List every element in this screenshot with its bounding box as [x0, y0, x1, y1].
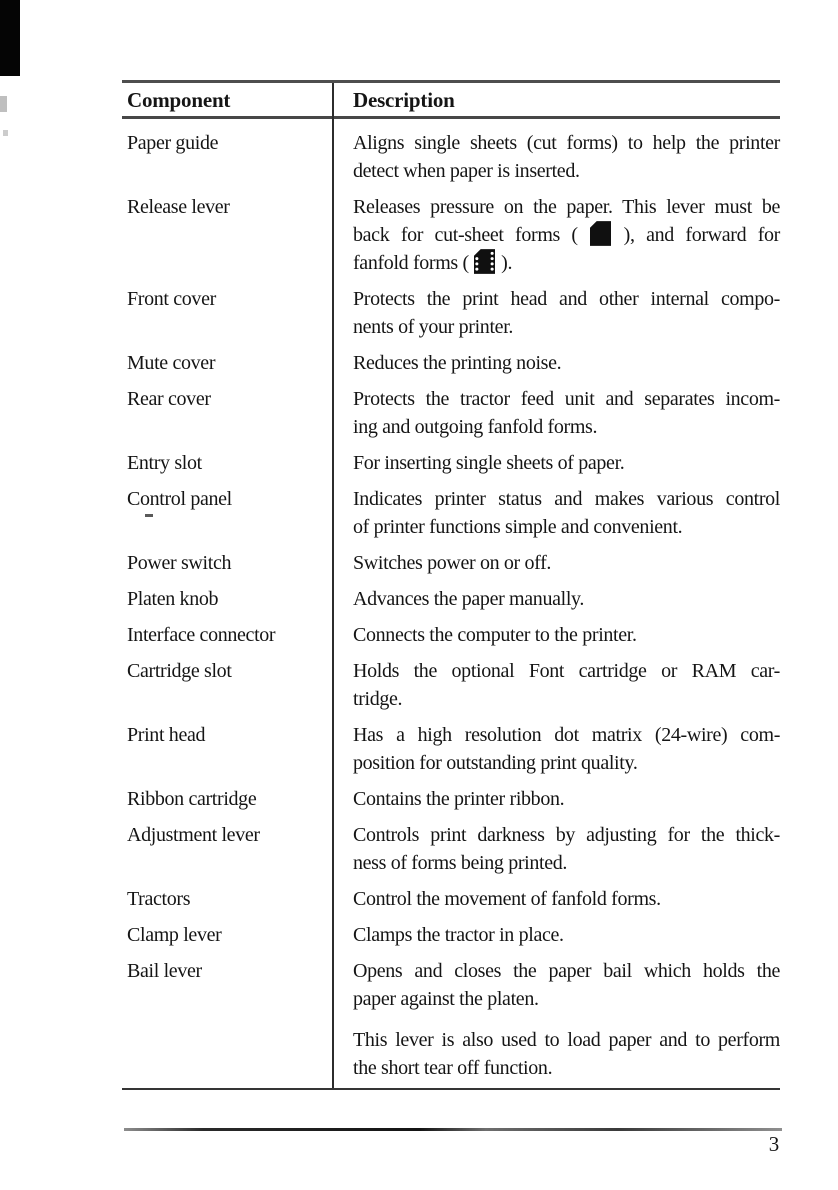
- description-paragraph: [353, 549, 780, 577]
- component-description: [332, 821, 780, 877]
- description-text: ), and forward for: [612, 224, 780, 246]
- cut-sheet-form-icon: [590, 221, 611, 246]
- description-paragraph: [353, 921, 780, 949]
- table-body: [122, 119, 780, 1088]
- description-text: nents of your printer.: [353, 316, 514, 338]
- description-paragraph: [353, 821, 780, 877]
- component-name: Adjustment lever: [127, 824, 260, 846]
- table-row: [122, 549, 780, 577]
- column-header-description: Description: [353, 88, 455, 112]
- table-row: [122, 885, 780, 913]
- column-header-component: Component: [127, 88, 231, 112]
- description-text: Protects the print head and other internal compo-: [353, 288, 780, 310]
- description-text: Switches power on or off.: [353, 552, 552, 574]
- description-text: Has a high resolution dot matrix (24-wire) com-: [353, 724, 780, 746]
- description-text: Holds the optional Font cartridge or RAM car-: [353, 660, 780, 682]
- scan-artifact-speck: [0, 96, 7, 112]
- component-description: [332, 785, 780, 813]
- table-header-row: [122, 83, 780, 119]
- description-line: [353, 549, 780, 577]
- component-name: Platen knob: [127, 588, 219, 610]
- component-name: Front cover: [127, 288, 216, 310]
- component-name: Mute cover: [127, 352, 216, 374]
- description-text: Aligns single sheets (cut forms) to help the printer: [353, 132, 780, 154]
- description-text: position for outstanding print quality.: [353, 752, 638, 774]
- description-paragraph: [353, 193, 780, 277]
- description-line: [353, 157, 780, 185]
- description-paragraph: [353, 449, 780, 477]
- description-text: Releases pressure on the paper. This lever must be: [353, 196, 780, 218]
- description-line: [353, 621, 780, 649]
- table-row: [122, 285, 780, 341]
- description-paragraph: [353, 585, 780, 613]
- component-table: [122, 80, 780, 1090]
- description-line: [353, 285, 780, 313]
- table-row: [122, 485, 780, 541]
- description-line: [353, 985, 780, 1013]
- description-line: [353, 513, 780, 541]
- description-paragraph: [353, 721, 780, 777]
- column-divider: [332, 83, 334, 1088]
- description-line: [353, 385, 780, 413]
- description-text: Reduces the printing noise.: [353, 352, 562, 374]
- description-line: [353, 685, 780, 713]
- description-paragraph: [353, 385, 780, 441]
- component-description: [332, 885, 780, 913]
- component-description: [332, 721, 780, 777]
- component-name: Ribbon cartridge: [127, 788, 257, 810]
- component-name: Rear cover: [127, 388, 211, 410]
- table-row: [122, 957, 780, 1082]
- description-text: ).: [496, 252, 513, 274]
- description-line: [353, 449, 780, 477]
- table-row: [122, 585, 780, 613]
- description-text: Opens and closes the paper bail which holds the: [353, 960, 780, 982]
- description-paragraph: [353, 657, 780, 713]
- description-text: ness of forms being printed.: [353, 852, 568, 874]
- description-text: This lever is also used to load paper and to perform: [353, 1029, 780, 1051]
- description-line: [353, 749, 780, 777]
- description-line: [353, 485, 780, 513]
- component-description: [332, 385, 780, 441]
- description-paragraph: [353, 349, 780, 377]
- component-description: [332, 349, 780, 377]
- component-name: Control panel: [127, 488, 232, 510]
- table-row: [122, 785, 780, 813]
- description-paragraph: [353, 1026, 780, 1082]
- description-text: the short tear off function.: [353, 1057, 553, 1079]
- component-description: [332, 485, 780, 541]
- description-line: [353, 349, 780, 377]
- component-name: Entry slot: [127, 452, 202, 474]
- description-line: [353, 921, 780, 949]
- description-text: detect when paper is inserted.: [353, 160, 580, 182]
- component-description: [332, 957, 780, 1082]
- description-line: [353, 249, 780, 277]
- table-row: [122, 385, 780, 441]
- component-name: Paper guide: [127, 132, 219, 154]
- description-paragraph: [353, 957, 780, 1013]
- component-name: Release lever: [127, 196, 230, 218]
- description-paragraph: [353, 129, 780, 185]
- description-text: ing and outgoing fanfold forms.: [353, 416, 598, 438]
- description-line: [353, 1054, 780, 1082]
- component-name: Bail lever: [127, 960, 202, 982]
- table-row: [122, 621, 780, 649]
- table-row: [122, 921, 780, 949]
- description-text: Controls print darkness by adjusting for the thick-: [353, 824, 780, 846]
- description-text: Contains the printer ribbon.: [353, 788, 565, 810]
- description-line: [353, 721, 780, 749]
- component-name: Clamp lever: [127, 924, 222, 946]
- description-line: [353, 849, 780, 877]
- description-line: [353, 785, 780, 813]
- description-line: [353, 821, 780, 849]
- component-description: [332, 449, 780, 477]
- table-row: [122, 193, 780, 277]
- description-paragraph: [353, 621, 780, 649]
- scan-artifact-corner: [0, 0, 20, 76]
- description-line: [353, 313, 780, 341]
- description-text: For inserting single sheets of paper.: [353, 452, 625, 474]
- table-row: [122, 657, 780, 713]
- table-row: [122, 821, 780, 877]
- description-line: [353, 193, 780, 221]
- description-text: Indicates printer status and makes various control: [353, 488, 780, 510]
- table-row: [122, 449, 780, 477]
- table-row: [122, 129, 780, 185]
- description-text: Clamps the tractor in place.: [353, 924, 564, 946]
- description-paragraph: [353, 285, 780, 341]
- description-text: Control the movement of fanfold forms.: [353, 888, 661, 910]
- description-text: Protects the tractor feed unit and separates incom-: [353, 388, 780, 410]
- component-name: Print head: [127, 724, 206, 746]
- table-row: [122, 721, 780, 777]
- table-row: [122, 349, 780, 377]
- description-text: tridge.: [353, 688, 403, 710]
- description-text: fanfold forms (: [353, 252, 474, 274]
- description-paragraph: [353, 485, 780, 541]
- description-text: of printer functions simple and convenient.: [353, 516, 683, 538]
- description-line: [353, 585, 780, 613]
- component-description: [332, 657, 780, 713]
- description-line: [353, 221, 780, 249]
- description-line: [353, 1026, 780, 1054]
- scan-artifact-speck: [3, 130, 8, 136]
- description-text: Connects the computer to the printer.: [353, 624, 637, 646]
- description-text: paper against the platen.: [353, 988, 539, 1010]
- component-name: Tractors: [127, 888, 191, 910]
- component-description: [332, 129, 780, 185]
- description-paragraph: [353, 785, 780, 813]
- footer-rule: [124, 1128, 782, 1131]
- description-text: back for cut-sheet forms (: [353, 224, 590, 246]
- component-name: Interface connector: [127, 624, 276, 646]
- page-number: 3: [768, 1132, 780, 1156]
- fanfold-form-icon: [474, 249, 495, 274]
- description-text: Advances the paper manually.: [353, 588, 585, 610]
- component-description: [332, 285, 780, 341]
- component-description: [332, 621, 780, 649]
- description-line: [353, 657, 780, 685]
- description-line: [353, 129, 780, 157]
- description-paragraph: [353, 885, 780, 913]
- component-description: [332, 585, 780, 613]
- description-line: [353, 957, 780, 985]
- component-description: [332, 549, 780, 577]
- description-line: [353, 885, 780, 913]
- component-name: Cartridge slot: [127, 660, 232, 682]
- description-line: [353, 413, 780, 441]
- component-name: Power switch: [127, 552, 232, 574]
- component-description: [332, 921, 780, 949]
- component-description: [332, 193, 780, 277]
